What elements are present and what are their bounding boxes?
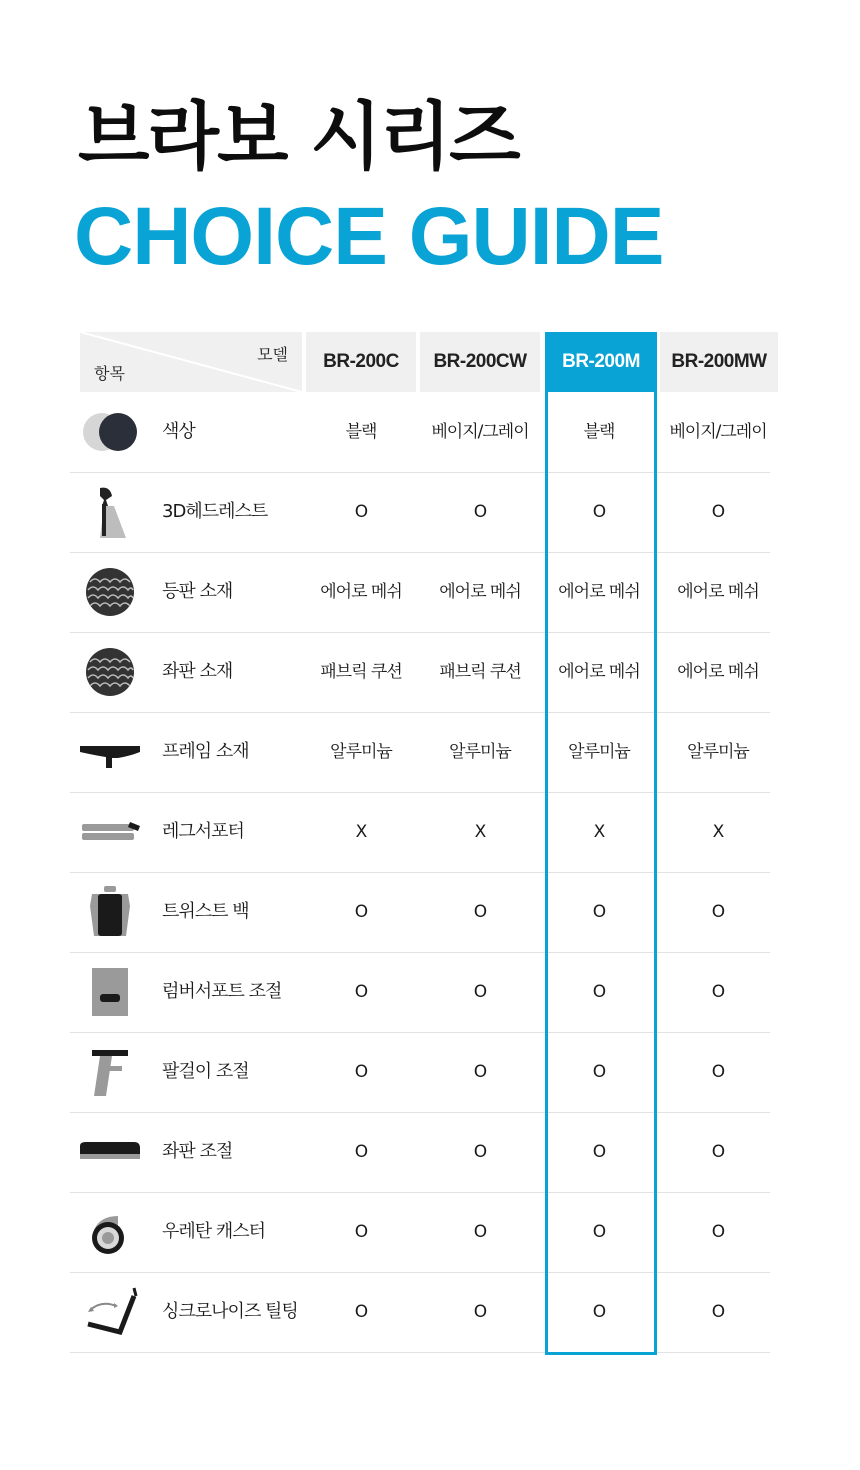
table-cell: 베이지/그레이 [431, 422, 529, 442]
table-row [70, 632, 770, 713]
row-label: 트위스트 백 [162, 901, 249, 922]
table-cell: O [354, 1222, 368, 1242]
table-cell: 알루미늄 [330, 742, 392, 762]
table-cell: O [592, 1142, 606, 1162]
table-row [70, 552, 770, 633]
model-header-br-200mw: BR-200MW [660, 332, 778, 392]
table-cell: O [711, 502, 725, 522]
table-cell: O [592, 902, 606, 922]
table-cell: 에어로 메쉬 [439, 582, 521, 602]
seat-icon [78, 1124, 142, 1180]
table-cell: X [712, 822, 724, 842]
row-label: 레그서포터 [162, 821, 244, 842]
mesh-pattern-icon [78, 564, 142, 620]
row-label: 팔걸이 조절 [162, 1061, 249, 1082]
table-cell: O [473, 982, 487, 1002]
table-cell: O [711, 902, 725, 922]
row-label: 색상 [162, 421, 195, 442]
table-cell: X [474, 822, 486, 842]
caster-wheel-icon [78, 1204, 142, 1260]
row-label: 좌판 조절 [162, 1141, 233, 1162]
headrest-icon [78, 484, 142, 540]
row-label: 등판 소재 [162, 581, 233, 602]
table-cell: 에어로 메쉬 [558, 582, 640, 602]
table-cell: O [711, 1062, 725, 1082]
twist-back-icon [78, 884, 142, 940]
table-cell: O [592, 982, 606, 1002]
page-subtitle: CHOICE GUIDE [74, 191, 664, 282]
table-cell: 에어로 메쉬 [320, 582, 402, 602]
table-row [70, 472, 770, 553]
table-cell: O [711, 1302, 725, 1322]
header-item-label: 항목 [94, 364, 125, 383]
table-cell: O [354, 1062, 368, 1082]
table-cell: O [354, 1142, 368, 1162]
row-label: 프레임 소재 [162, 741, 249, 762]
table-cell: O [592, 502, 606, 522]
table-cell: O [473, 1302, 487, 1322]
table-cell: O [711, 1142, 725, 1162]
table-cell: O [473, 902, 487, 922]
table-cell: O [354, 902, 368, 922]
table-cell: 알루미늄 [449, 742, 511, 762]
table-cell: X [355, 822, 367, 842]
row-label: 우레탄 캐스터 [162, 1221, 266, 1242]
color-swatch-icon [78, 404, 142, 460]
table-row [70, 1272, 770, 1353]
mesh-pattern-icon [78, 644, 142, 700]
header-model-label: 모델 [257, 345, 288, 364]
table-cell: 베이지/그레이 [669, 422, 767, 442]
table-row [70, 792, 770, 873]
table-cell: 알루미늄 [568, 742, 630, 762]
table-row [70, 952, 770, 1033]
table-cell: 에어로 메쉬 [677, 662, 759, 682]
table-cell: 알루미늄 [687, 742, 749, 762]
table-row [70, 1032, 770, 1113]
row-label: 좌판 소재 [162, 661, 233, 682]
row-label: 3D헤드레스트 [162, 501, 268, 522]
table-cell: O [592, 1222, 606, 1242]
table-cell: 블랙 [345, 422, 377, 442]
row-label: 싱크로나이즈 틸팅 [162, 1301, 298, 1322]
table-cell: O [354, 502, 368, 522]
table-cell: 에어로 메쉬 [558, 662, 640, 682]
table-row [70, 712, 770, 793]
page-title: 브라보 시리즈 [78, 94, 519, 180]
table-cell: O [592, 1302, 606, 1322]
table-cell: O [711, 1222, 725, 1242]
table-cell: 패브릭 쿠션 [439, 662, 521, 682]
tilting-icon [78, 1284, 142, 1340]
table-header-corner [80, 332, 302, 392]
lumbar-support-icon [78, 964, 142, 1020]
table-row [70, 872, 770, 953]
table-cell: 블랙 [583, 422, 615, 442]
table-row [70, 392, 770, 473]
table-cell: O [473, 1142, 487, 1162]
table-cell: 패브릭 쿠션 [320, 662, 402, 682]
table-cell: O [354, 982, 368, 1002]
frame-icon [78, 724, 142, 780]
table-cell: O [473, 1062, 487, 1082]
table-cell: O [354, 1302, 368, 1322]
table-cell: O [473, 502, 487, 522]
model-header-br-200cw: BR-200CW [420, 332, 540, 392]
armrest-icon [78, 1044, 142, 1100]
table-cell: O [592, 1062, 606, 1082]
table-row [70, 1112, 770, 1193]
table-cell: O [711, 982, 725, 1002]
model-header-br-200c: BR-200C [306, 332, 416, 392]
row-label: 럼버서포트 조절 [162, 981, 282, 1002]
leg-support-icon [78, 804, 142, 860]
model-header-br-200m: BR-200M [545, 332, 657, 392]
table-cell: O [473, 1222, 487, 1242]
table-cell: 에어로 메쉬 [677, 582, 759, 602]
table-row [70, 1192, 770, 1273]
table-cell: X [593, 822, 605, 842]
